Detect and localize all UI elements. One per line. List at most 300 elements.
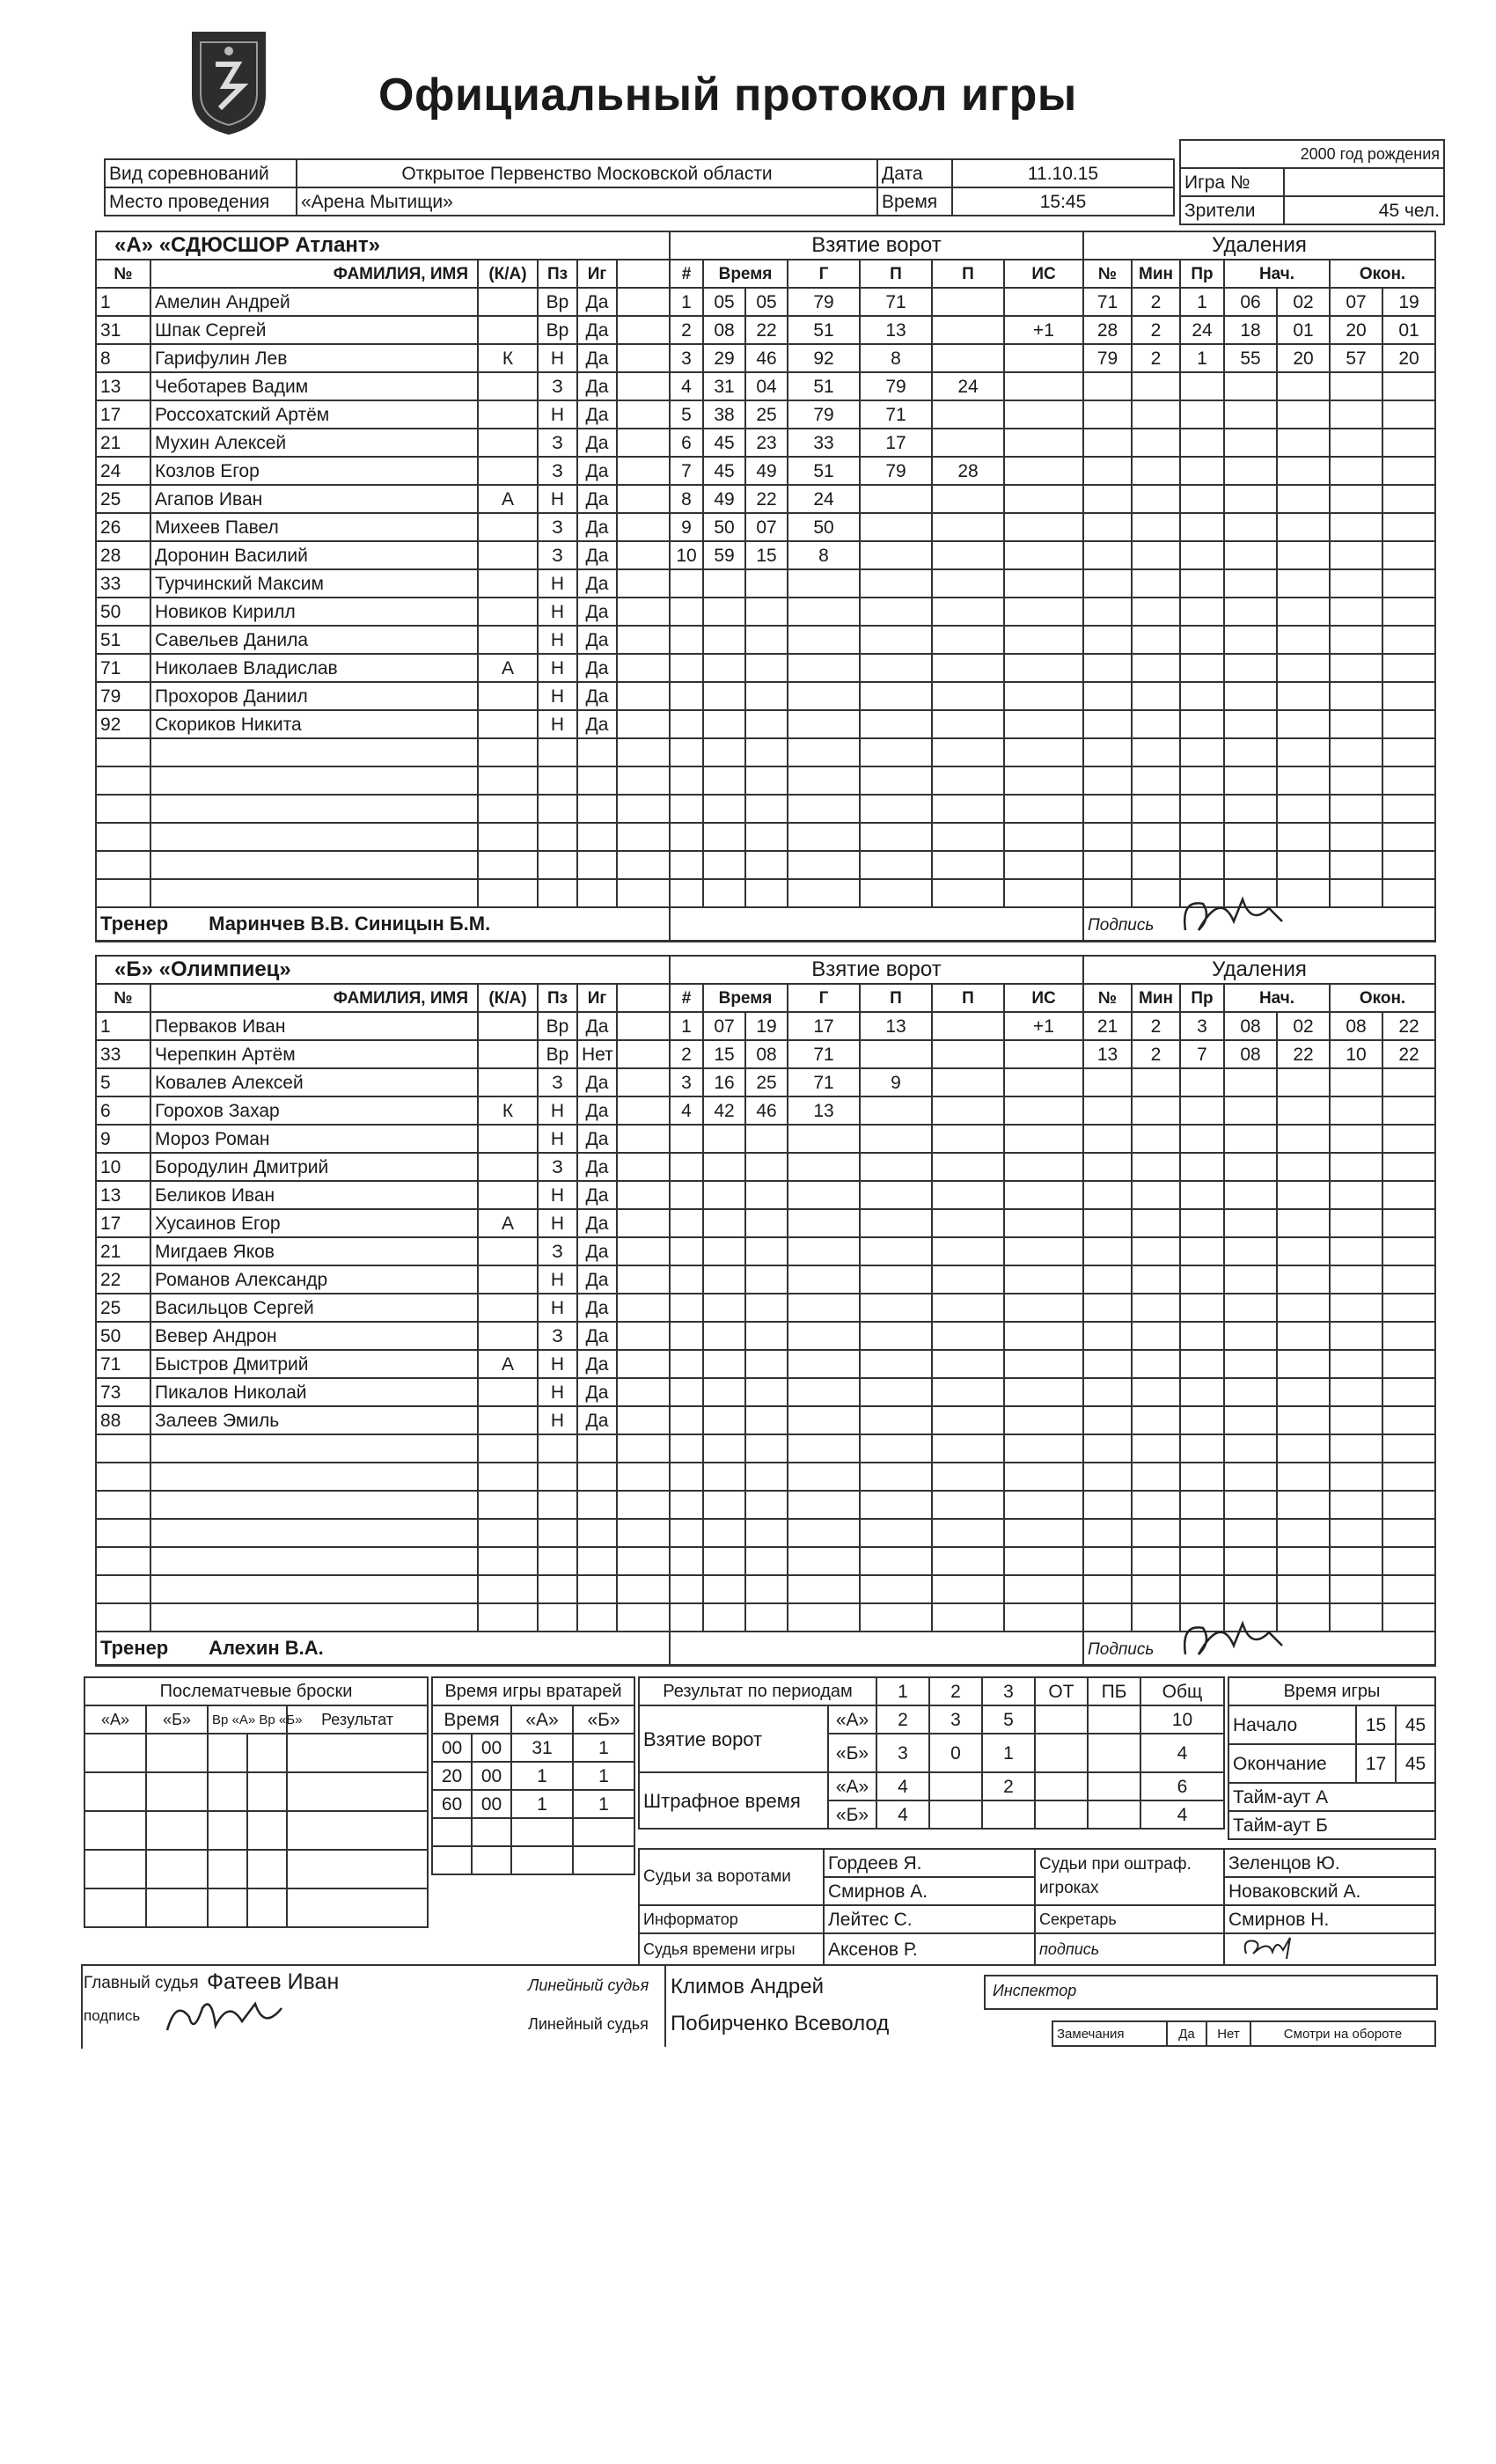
player-spare xyxy=(617,429,670,457)
player-position: Н xyxy=(538,710,577,738)
goal-number: 2 xyxy=(670,1040,703,1068)
empty-cell xyxy=(96,795,150,823)
player-name: Доронин Василий xyxy=(150,541,478,569)
player-number: 17 xyxy=(96,400,150,429)
empty-cell xyxy=(1277,1575,1330,1603)
empty-cell xyxy=(788,626,860,654)
goal-scorer: 51 xyxy=(788,457,860,485)
b-coach-name: Алехин В.А. xyxy=(209,1637,324,1659)
goal-scorer: 8 xyxy=(788,541,860,569)
empty-cell xyxy=(860,1237,932,1265)
empty-cell xyxy=(1224,710,1277,738)
empty-cell xyxy=(1277,400,1330,429)
goal-row-empty xyxy=(670,1434,1083,1463)
goal-row xyxy=(670,485,1083,513)
empty-cell xyxy=(96,1491,150,1519)
empty-cell xyxy=(670,1491,703,1519)
player-spare xyxy=(617,485,670,513)
game-end-label: Окончание xyxy=(1228,1744,1356,1783)
empty-cell xyxy=(860,1491,932,1519)
empty-cell xyxy=(96,1547,150,1575)
player-number: 21 xyxy=(96,429,150,457)
pen-b-ot xyxy=(1035,1800,1088,1829)
goal-situation xyxy=(1004,344,1083,372)
empty-cell xyxy=(1132,738,1180,766)
empty-cell xyxy=(745,795,788,823)
penalty-row-empty xyxy=(1083,1406,1435,1434)
goalie-time-row xyxy=(432,1790,634,1818)
empty-cell xyxy=(1382,1265,1435,1294)
empty-cell xyxy=(247,1850,287,1888)
player-row xyxy=(96,654,670,682)
empty-cell xyxy=(1004,654,1083,682)
goal-assist-2 xyxy=(932,513,1004,541)
goal-row-empty xyxy=(670,795,1083,823)
empty-cell xyxy=(670,1463,703,1491)
empty-cell xyxy=(1382,569,1435,598)
goal-number: 3 xyxy=(670,344,703,372)
empty-cell xyxy=(745,626,788,654)
player-name: Горохов Захар xyxy=(150,1096,478,1125)
goal-situation xyxy=(1004,541,1083,569)
goal-minute: 05 xyxy=(703,288,745,316)
goal-scorer: 13 xyxy=(788,1096,860,1125)
b-pen-title: Удаления xyxy=(1083,956,1435,984)
a-goals-footer xyxy=(670,907,1083,942)
empty-cell xyxy=(1277,569,1330,598)
goal-situation xyxy=(1004,457,1083,485)
empty-cell xyxy=(478,738,538,766)
goal-scorer: 92 xyxy=(788,344,860,372)
a-goal-header-time: Время xyxy=(703,260,788,288)
goal-assist-2 xyxy=(932,1096,1004,1125)
player-plays: Да xyxy=(577,344,617,372)
empty-cell xyxy=(1132,1153,1180,1181)
empty-cell xyxy=(745,598,788,626)
empty-cell xyxy=(1277,1434,1330,1463)
player-row-empty xyxy=(96,766,670,795)
empty-cell xyxy=(745,1519,788,1547)
empty-cell xyxy=(860,1434,932,1463)
player-number: 25 xyxy=(96,485,150,513)
empty-cell xyxy=(745,654,788,682)
empty-cell xyxy=(150,738,478,766)
empty-cell xyxy=(573,1846,634,1874)
player-spare xyxy=(617,626,670,654)
goal-assist-1: 79 xyxy=(860,372,932,400)
empty-cell xyxy=(1277,598,1330,626)
player-role xyxy=(478,1265,538,1294)
empty-cell xyxy=(84,1772,146,1811)
player-spare xyxy=(617,1068,670,1096)
empty-cell xyxy=(1132,372,1180,400)
player-position: З xyxy=(538,541,577,569)
empty-cell xyxy=(1132,1434,1180,1463)
empty-cell xyxy=(617,1434,670,1463)
secretary-sign-label: подпись xyxy=(1035,1933,1224,1965)
empty-cell xyxy=(670,1350,703,1378)
player-row-empty xyxy=(96,738,670,766)
goal-row xyxy=(670,288,1083,316)
empty-cell xyxy=(1330,1603,1382,1632)
empty-cell xyxy=(1330,372,1382,400)
goal-judge-1: Гордеев Я. xyxy=(824,1849,1035,1877)
player-position: Н xyxy=(538,400,577,429)
empty-cell xyxy=(208,1811,247,1850)
page-title: Официальный протокол игры xyxy=(378,70,1077,121)
goal-row-empty xyxy=(670,1153,1083,1181)
empty-cell xyxy=(1224,1125,1277,1153)
player-number: 50 xyxy=(96,1322,150,1350)
player-row-empty xyxy=(96,1434,670,1463)
player-plays: Да xyxy=(577,569,617,598)
empty-cell xyxy=(745,569,788,598)
empty-cell xyxy=(703,766,745,795)
penalty-row-empty xyxy=(1083,513,1435,541)
empty-cell xyxy=(1180,485,1224,513)
goal-row-empty xyxy=(670,1181,1083,1209)
player-number: 8 xyxy=(96,344,150,372)
player-number: 21 xyxy=(96,1237,150,1265)
player-spare xyxy=(617,513,670,541)
player-role xyxy=(478,1068,538,1096)
empty-cell xyxy=(703,626,745,654)
player-row xyxy=(96,513,670,541)
empty-cell xyxy=(932,851,1004,879)
empty-cell xyxy=(96,1603,150,1632)
remarks-no: Нет xyxy=(1206,2021,1250,2046)
player-spare xyxy=(617,1012,670,1040)
empty-cell xyxy=(1004,598,1083,626)
empty-cell xyxy=(1132,1519,1180,1547)
empty-cell xyxy=(1277,654,1330,682)
empty-cell xyxy=(1277,766,1330,795)
penalty-row-empty xyxy=(1083,1096,1435,1125)
chief-referee-name: Фатеев Иван xyxy=(207,1969,340,1994)
empty-cell xyxy=(538,738,577,766)
goal-row-empty xyxy=(670,1378,1083,1406)
empty-cell xyxy=(1277,1350,1330,1378)
empty-cell xyxy=(538,1547,577,1575)
goal-second: 15 xyxy=(745,541,788,569)
empty-cell xyxy=(1277,1491,1330,1519)
b-header-ka: (К/А) xyxy=(478,984,538,1012)
pen-b-total: 4 xyxy=(1140,1800,1224,1829)
empty-cell xyxy=(1132,1237,1180,1265)
empty-cell xyxy=(573,1818,634,1846)
goal-situation xyxy=(1004,400,1083,429)
penalty-row-empty xyxy=(1083,1575,1435,1603)
empty-cell xyxy=(932,1237,1004,1265)
penalty-row xyxy=(1083,1040,1435,1068)
penalty-player: 13 xyxy=(1083,1040,1132,1068)
empty-cell xyxy=(1083,710,1132,738)
player-position: Н xyxy=(538,1265,577,1294)
empty-cell xyxy=(1132,654,1180,682)
empty-cell xyxy=(1330,1519,1382,1547)
player-position: Н xyxy=(538,485,577,513)
empty-cell xyxy=(1382,1153,1435,1181)
empty-cell xyxy=(1083,1209,1132,1237)
player-plays: Да xyxy=(577,1265,617,1294)
empty-cell xyxy=(1180,1378,1224,1406)
empty-cell xyxy=(1083,429,1132,457)
empty-cell xyxy=(1180,1575,1224,1603)
empty-cell xyxy=(788,823,860,851)
player-plays: Да xyxy=(577,1322,617,1350)
empty-cell xyxy=(1382,1434,1435,1463)
empty-cell xyxy=(1277,1519,1330,1547)
pen-b-p1: 4 xyxy=(876,1800,929,1829)
empty-cell xyxy=(788,1322,860,1350)
player-plays: Да xyxy=(577,400,617,429)
empty-cell xyxy=(478,1491,538,1519)
empty-cell xyxy=(1083,1237,1132,1265)
empty-cell xyxy=(1132,1265,1180,1294)
goal-assist-2 xyxy=(932,485,1004,513)
goal-assist-1 xyxy=(860,1040,932,1068)
empty-cell xyxy=(1224,1575,1277,1603)
empty-cell xyxy=(1330,1378,1382,1406)
player-number: 28 xyxy=(96,541,150,569)
empty-cell xyxy=(1224,1096,1277,1125)
periods-pen-team-b: «Б» xyxy=(828,1800,876,1829)
empty-cell xyxy=(1132,1068,1180,1096)
empty-cell xyxy=(1382,372,1435,400)
empty-cell xyxy=(96,766,150,795)
goal-situation xyxy=(1004,429,1083,457)
empty-cell xyxy=(478,1603,538,1632)
goal-judge-2: Смирнов А. xyxy=(824,1877,1035,1905)
empty-cell xyxy=(860,1603,932,1632)
empty-cell xyxy=(1180,372,1224,400)
goalie-time-minute: 00 xyxy=(432,1734,472,1762)
empty-cell xyxy=(860,626,932,654)
player-name: Савельев Данила xyxy=(150,626,478,654)
player-position: Н xyxy=(538,344,577,372)
goal-row-empty xyxy=(670,710,1083,738)
player-spare xyxy=(617,288,670,316)
empty-cell xyxy=(788,1153,860,1181)
empty-cell xyxy=(478,1519,538,1547)
player-spare xyxy=(617,1040,670,1068)
player-role xyxy=(478,1237,538,1265)
empty-cell xyxy=(670,1265,703,1294)
b-coach-label: Тренер xyxy=(100,1637,169,1659)
empty-cell xyxy=(146,1772,208,1811)
empty-cell xyxy=(1083,1096,1132,1125)
empty-cell xyxy=(1004,569,1083,598)
empty-cell xyxy=(1382,541,1435,569)
player-name: Быстров Дмитрий xyxy=(150,1350,478,1378)
empty-cell xyxy=(1382,1322,1435,1350)
empty-cell xyxy=(1004,1406,1083,1434)
penalty-row-empty xyxy=(1083,682,1435,710)
player-position: З xyxy=(538,1153,577,1181)
goal-number: 7 xyxy=(670,457,703,485)
b-penalties-table xyxy=(1082,955,1436,1667)
empty-cell xyxy=(1083,879,1132,907)
player-position: Н xyxy=(538,1406,577,1434)
player-role xyxy=(478,710,538,738)
player-spare xyxy=(617,400,670,429)
penalty-start-min: 55 xyxy=(1224,344,1277,372)
empty-cell xyxy=(703,1322,745,1350)
goal-second: 22 xyxy=(745,485,788,513)
empty-cell xyxy=(577,1491,617,1519)
period-pb-header: ПБ xyxy=(1088,1677,1140,1705)
goal-second: 23 xyxy=(745,429,788,457)
player-name: Мигдаев Яков xyxy=(150,1237,478,1265)
goalie-time-minute: 60 xyxy=(432,1790,472,1818)
empty-cell xyxy=(1004,626,1083,654)
goal-scorer: 79 xyxy=(788,400,860,429)
b-pen-header-end: Окон. xyxy=(1330,984,1435,1012)
goal-number: 4 xyxy=(670,1096,703,1125)
empty-cell xyxy=(1180,513,1224,541)
empty-cell xyxy=(703,1491,745,1519)
empty-cell xyxy=(1004,795,1083,823)
empty-cell xyxy=(538,879,577,907)
player-number: 10 xyxy=(96,1153,150,1181)
goal-minute: 49 xyxy=(703,485,745,513)
a-header-spare xyxy=(617,260,670,288)
shootout-row xyxy=(84,1772,428,1811)
empty-cell xyxy=(1083,823,1132,851)
empty-cell xyxy=(1083,1463,1132,1491)
empty-cell xyxy=(860,1575,932,1603)
player-number: 73 xyxy=(96,1378,150,1406)
empty-cell xyxy=(1330,485,1382,513)
empty-cell xyxy=(1277,1153,1330,1181)
penalty-end-min: 57 xyxy=(1330,344,1382,372)
chief-referee-label: Главный судья xyxy=(84,1974,199,1992)
empty-cell xyxy=(703,710,745,738)
empty-cell xyxy=(1382,513,1435,541)
empty-cell xyxy=(1382,1209,1435,1237)
player-position: Н xyxy=(538,569,577,598)
goal-row-empty xyxy=(670,654,1083,682)
empty-cell xyxy=(932,654,1004,682)
empty-cell xyxy=(511,1846,573,1874)
player-role xyxy=(478,372,538,400)
goal-second: 49 xyxy=(745,457,788,485)
empty-cell xyxy=(1224,766,1277,795)
player-role xyxy=(478,682,538,710)
empty-cell xyxy=(538,1434,577,1463)
empty-cell xyxy=(1004,1294,1083,1322)
penalty-row-empty xyxy=(1083,598,1435,626)
player-position: Н xyxy=(538,1096,577,1125)
penalty-row-empty xyxy=(1083,400,1435,429)
empty-cell xyxy=(1004,766,1083,795)
empty-cell xyxy=(670,1322,703,1350)
b-sign-cell xyxy=(1083,1632,1435,1666)
empty-cell xyxy=(538,851,577,879)
b-coach-row xyxy=(96,1632,670,1666)
empty-cell xyxy=(1330,1068,1382,1096)
goalie-b-number: 1 xyxy=(573,1762,634,1790)
goal-second: 25 xyxy=(745,400,788,429)
goal-row-empty xyxy=(670,626,1083,654)
empty-cell xyxy=(150,1575,478,1603)
empty-cell xyxy=(1277,457,1330,485)
empty-cell xyxy=(1330,1491,1382,1519)
chief-referee-signature xyxy=(158,1991,299,2043)
empty-cell xyxy=(1224,569,1277,598)
player-role xyxy=(478,429,538,457)
goal-row-empty xyxy=(670,1322,1083,1350)
empty-cell xyxy=(1330,429,1382,457)
empty-cell xyxy=(745,1491,788,1519)
secretary-label: Секретарь xyxy=(1035,1905,1224,1933)
empty-cell xyxy=(1180,1237,1224,1265)
federation-logo xyxy=(185,25,273,139)
goal-minute: 38 xyxy=(703,400,745,429)
empty-cell xyxy=(932,1434,1004,1463)
empty-cell xyxy=(1277,1322,1330,1350)
penalty-end-sec: 22 xyxy=(1382,1012,1435,1040)
player-row-empty xyxy=(96,851,670,879)
empty-cell xyxy=(1004,1575,1083,1603)
empty-cell xyxy=(1180,1434,1224,1463)
penalty-end-sec: 20 xyxy=(1382,344,1435,372)
empty-cell xyxy=(1277,738,1330,766)
empty-cell xyxy=(788,1603,860,1632)
player-plays: Да xyxy=(577,1237,617,1265)
empty-cell xyxy=(1132,569,1180,598)
player-name: Агапов Иван xyxy=(150,485,478,513)
empty-cell xyxy=(1277,1125,1330,1153)
player-name: Чеботарев Вадим xyxy=(150,372,478,400)
empty-cell xyxy=(1004,738,1083,766)
penalty-start-sec: 02 xyxy=(1277,1012,1330,1040)
goalie-time-row-empty xyxy=(432,1846,634,1874)
empty-cell xyxy=(745,823,788,851)
empty-cell xyxy=(788,654,860,682)
empty-cell xyxy=(1083,795,1132,823)
goal-scorer: 71 xyxy=(788,1040,860,1068)
penalty-row-empty xyxy=(1083,485,1435,513)
empty-cell xyxy=(1277,710,1330,738)
penalty-end-sec: 22 xyxy=(1382,1040,1435,1068)
empty-cell xyxy=(1083,682,1132,710)
competition-value: Открытое Первенство Московской области xyxy=(297,159,877,187)
empty-cell xyxy=(745,1209,788,1237)
empty-cell xyxy=(1132,485,1180,513)
empty-cell xyxy=(1382,1603,1435,1632)
player-row xyxy=(96,1406,670,1434)
player-position: З xyxy=(538,372,577,400)
player-role xyxy=(478,400,538,429)
goal-situation xyxy=(1004,513,1083,541)
empty-cell xyxy=(788,569,860,598)
empty-cell xyxy=(472,1846,511,1874)
empty-cell xyxy=(860,598,932,626)
empty-cell xyxy=(860,766,932,795)
period-3-header: 3 xyxy=(982,1677,1035,1705)
player-role xyxy=(478,316,538,344)
penalty-row xyxy=(1083,288,1435,316)
chief-sign-label: подпись xyxy=(84,2007,141,2024)
empty-cell xyxy=(932,823,1004,851)
empty-cell xyxy=(1083,1491,1132,1519)
player-number: 24 xyxy=(96,457,150,485)
player-name: Новиков Кирилл xyxy=(150,598,478,626)
goal-row xyxy=(670,1096,1083,1125)
empty-cell xyxy=(860,1463,932,1491)
b-goal-header-g: Г xyxy=(788,984,860,1012)
